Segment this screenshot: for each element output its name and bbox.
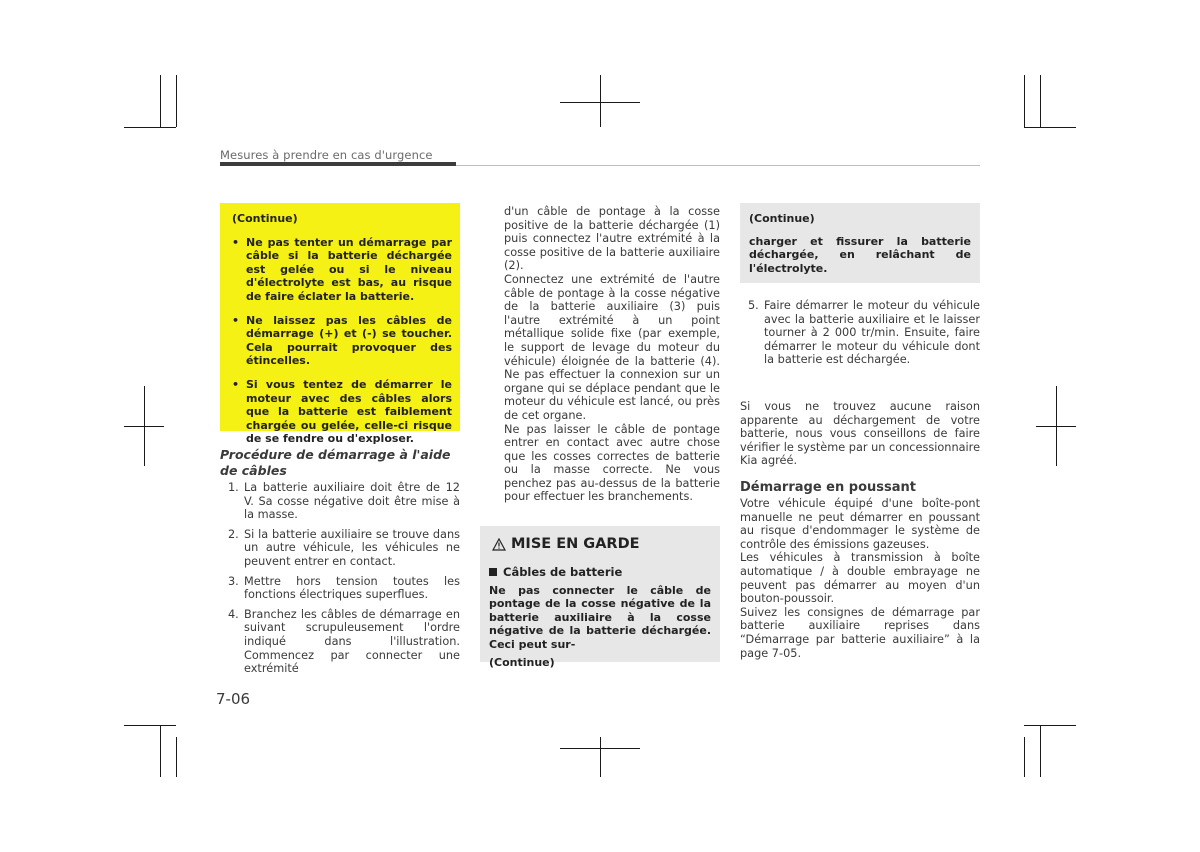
warning-heading-text: MISE EN GARDE <box>511 536 640 552</box>
step-number: 5. <box>748 299 759 312</box>
procedure-step <box>228 481 460 522</box>
continued-warning-box <box>740 203 980 283</box>
procedure-step <box>228 608 460 676</box>
right-paragraph: Votre véhicule équipé d'une boîte-pont manuelle ne peut démarrer en poussant au risque d'endommager le système de contrôle des émissions gazeuses. <box>740 497 980 551</box>
step-text: Faire démarrer le moteur du véhicule avec la batterie auxiliaire et le laisser tourner à 2 000 tr/min. Ensuite, faire démarrer le moteur du véhicule dont la batterie est déchargée. <box>764 299 980 367</box>
right-column-body <box>740 497 980 660</box>
step-text: Branchez les câbles de démarrage en suivant scrupuleusement l'ordre indiqué dans l'illustration. Commencez par connecter une extrémité <box>244 607 460 676</box>
square-bullet-icon <box>489 568 497 576</box>
middle-paragraph: Connectez une extrémité de l'autre câble de pontage à la cosse négative de la batterie auxiliaire (3) puis l'autre extrémité à un point métallique solide fixe (par exemple, le support de levage du moteur du véhicule) éloignée de la batterie (4). Ne pas effectuer la connexion sur un organe qui se déplace pendant que le moteur du véhicule est lancé, ou près de cet organe. <box>504 272 720 422</box>
push-start-title: Démarrage en poussant <box>740 480 916 495</box>
page-number: 7-06 <box>216 690 251 708</box>
warning-text: Ne pas connecter le câble de pontage de la cosse négative de la batterie auxiliaire à la cosse négative de la batterie déchargée. Ceci peut sur- <box>489 584 711 651</box>
procedure-step <box>228 528 460 569</box>
step-text: Mettre hors tension toutes les fonctions électriques superflues. <box>244 574 460 602</box>
step-number: 2. <box>228 527 239 541</box>
continued-label: (Continue) <box>749 212 815 225</box>
middle-paragraph: Ne pas laisser le câble de pontage entrer en contact avec autre chose que les cosses correctes de batterie ou la masse correcte. Ne vous penchez pas au-dessus de la batterie pour effectuer les branchements. <box>504 422 720 504</box>
caution-bullet: • Ne pas tenter un démarrage par câble si la batterie déchargée est gelée ou si le niveau d'électrolyte est bas, au risque de faire éclater la batterie. <box>232 235 452 303</box>
continued-warning-text: charger et fissurer la batterie déchargée, en relâchant de l'électrolyte. <box>749 234 971 275</box>
middle-paragraph: d'un câble de pontage à la cosse positive de la batterie déchargée (1) puis connectez l'autre extrémité à la cosse positive de la batterie auxiliaire (2). <box>504 205 720 273</box>
warning-heading <box>492 533 711 555</box>
caution-bullet-text: Ne laissez pas les câbles de démarrage (+) et (-) se toucher. Cela pourrait provoquer des étincelles. <box>246 313 452 368</box>
header-bar <box>220 162 456 166</box>
step-number: 4. <box>228 607 239 621</box>
page-header-title: Mesures à prendre en cas d'urgence <box>220 148 433 162</box>
caution-bullet: • Ne laissez pas les câbles de démarrage (+) et (-) se toucher. Cela pourrait provoquer des étincelles. <box>232 313 452 368</box>
right-paragraph: Suivez les consignes de démarrage par batterie auxiliaire reprises dans “Démarrage par batterie auxiliaire” à la page 7-05. <box>740 605 980 660</box>
caution-box <box>220 203 460 446</box>
warning-box <box>480 526 720 670</box>
caution-bullet-text: Ne pas tenter un démarrage par câble si la batterie déchargée est gelée ou si le niveau d'électrolyte est bas, au risque de faire éclater la batterie. <box>246 235 452 303</box>
caution-bullet: • Si vous tentez de démarrer le moteur avec des câbles alors que la batterie est faiblement chargée ou gelée, celle-ci risque de se fendre ou d'exploser. <box>232 377 452 446</box>
step-number: 1. <box>228 481 239 494</box>
header-rule <box>456 165 980 166</box>
step-text: Si la batterie auxiliaire se trouve dans un autre véhicule, les véhicules ne peuvent entrer en contact. <box>244 527 460 568</box>
procedure-step <box>228 575 460 602</box>
warning-subheading-text: Câbles de batterie <box>503 565 623 579</box>
middle-column <box>504 205 720 504</box>
procedure-steps <box>228 481 460 682</box>
caution-bullet-text: Si vous tentez de démarrer le moteur avec des câbles alors que la batterie est faiblement chargée ou gelée, celle-ci risque de se fendre ou d'exploser. <box>246 377 452 446</box>
warning-triangle-icon <box>492 538 506 551</box>
right-paragraph: Si vous ne trouvez aucune raison apparente au déchargement de votre batterie, nous vous conseillons de faire vérifier le système par un concessionnaire Kia agréé. <box>740 400 981 468</box>
warning-subheading <box>489 565 711 579</box>
procedure-title: Procédure de démarrage à l'aide de câbles <box>220 447 451 478</box>
step-number: 3. <box>228 574 239 588</box>
step-text: La batterie auxiliaire doit être de 12 V. Sa cosse négative doit être mise à la masse. <box>244 481 460 522</box>
caution-continue-label: (Continue) <box>232 212 298 225</box>
procedure-step <box>748 299 980 367</box>
warning-continue-label: (Continue) <box>489 656 555 670</box>
right-paragraph: Les véhicules à transmission à boîte automatique / à double embrayage ne peuvent pas démarrer au moyen d'un bouton-poussoir. <box>740 551 980 606</box>
